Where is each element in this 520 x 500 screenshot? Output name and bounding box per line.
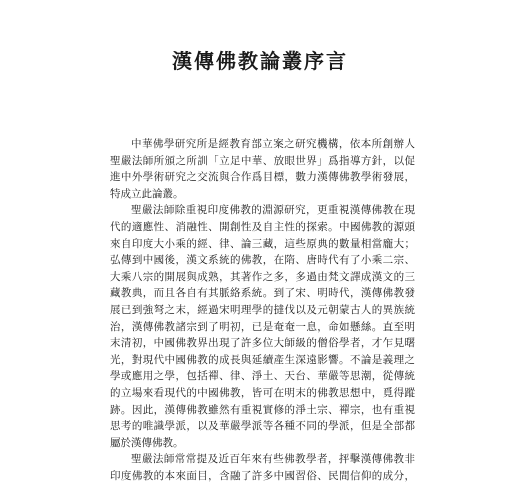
text-line: 弘傳到中國後，漢文系統的佛教，在隋、唐時代有了小乘二宗、 xyxy=(110,254,415,267)
text-line: 來自印度大小乘的經、律、論三藏，這些原典的數量相當龐大； xyxy=(110,237,415,250)
text-line: 進中外學術研究之交流與合作爲目標，數力漢傳佛教學術發展， xyxy=(110,171,415,184)
text-line: 藏教典，而且各自有其脈絡系統。到了宋、明時代，漢傳佛教發 xyxy=(110,287,415,300)
text-line: 光，對現代中國佛教的成長與延續產生深遠影響。不論是義理之 xyxy=(110,353,415,366)
text-line: 的立場來看現代的中國佛教，皆可在明末的佛教思想中，覓得蹤 xyxy=(110,386,415,399)
text-line: 末清初，中國佛教界出現了許多位大師級的僧俗學者，才乍見曙 xyxy=(110,337,415,350)
text-line: 代的適應性、消融性、開創性及自主性的探索。中國佛教的源頭 xyxy=(110,220,415,233)
text-line: 展已到強弩之末，經過宋明理學的撻伐以及元朝蒙古人的異族統 xyxy=(110,303,415,316)
document-body xyxy=(110,136,415,484)
text-line: 特成立此論叢。 xyxy=(110,187,184,200)
text-line: 中華佛學研究所是經教育部立案之研究機構，依本所創辦人 xyxy=(131,138,415,150)
paragraph-2 xyxy=(110,202,415,451)
text-line: 跡。因此，漢傳佛教雖然有重視實修的淨土宗、禪宗，也有重視 xyxy=(110,403,415,416)
paragraph-1 xyxy=(110,136,415,202)
text-line: 印度佛教的本來面目，含融了許多中國習俗、民間信仰的成分， xyxy=(110,469,415,482)
text-line: 思考的唯識學派，以及華嚴學派等各種不同的學派，但是全部都 xyxy=(110,420,415,433)
document-title: 漢傳佛教論叢序言 xyxy=(172,49,348,73)
text-line: 大乘八宗的開展與成熟，其著作之多，多過由梵文譯成漢文的三 xyxy=(110,270,415,283)
paragraph-3 xyxy=(110,451,415,484)
text-line: 學或應用之學，包括禪、律、淨土、天台、華嚴等思潮，從傳統 xyxy=(110,370,415,383)
text-line: 治，漢傳佛教諸宗到了明初，已是奄奄一息，命如懸絲。直至明 xyxy=(110,320,415,333)
text-line: 屬於漢傳佛教。 xyxy=(110,436,184,449)
text-line: 聖嚴法師除重視印度佛教的淵源研究，更重視漢傳佛教在現 xyxy=(131,204,415,217)
text-line: 聖嚴法師所頒之所訓「立足中華、放眼世界」爲指導方針，以促 xyxy=(110,154,415,167)
text-line: 聖嚴法師常常提及近百年來有些佛教學者，抨擊漢傳佛教非 xyxy=(131,453,415,466)
